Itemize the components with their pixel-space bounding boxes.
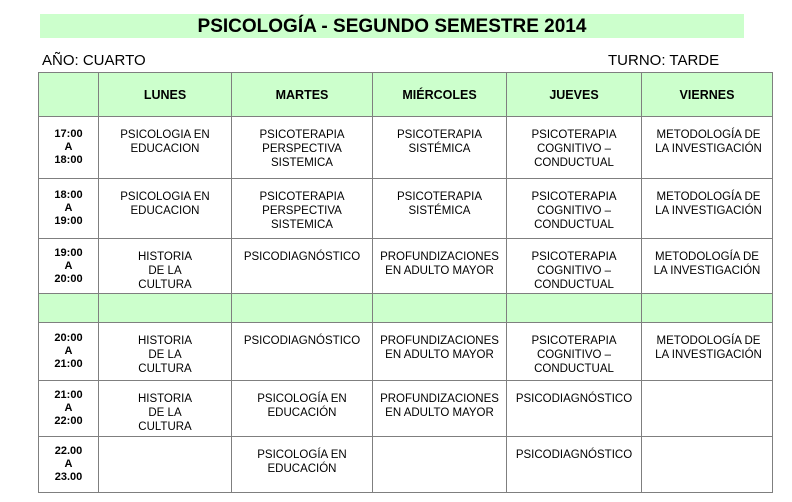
time-line: 18:00 — [54, 154, 83, 166]
class-label-line: COGNITIVO – — [536, 265, 612, 277]
day-header-martes: MARTES — [232, 73, 373, 117]
schedule-row — [39, 381, 773, 437]
break-cell — [507, 294, 642, 323]
class-label-line: HISTORIA — [137, 251, 193, 263]
schedule-row — [39, 323, 773, 381]
class-label-line: PSICOTERAPIA — [531, 191, 617, 203]
class-label-line: EDUCACION — [130, 205, 200, 217]
class-cell — [232, 239, 373, 294]
class-label-line: PSICOLOGÍA EN — [257, 393, 347, 405]
time-line: 19:00 — [54, 215, 83, 227]
class-label-line: SISTEMICA — [271, 157, 333, 169]
class-cell — [507, 381, 642, 437]
day-header-miercoles: MIÉRCOLES — [373, 73, 507, 117]
class-label-line: PERSPECTIVA — [262, 205, 342, 217]
class-cell — [232, 179, 373, 239]
class-cell — [507, 323, 642, 381]
class-cell — [373, 437, 507, 493]
break-cell — [232, 294, 373, 323]
header-row — [39, 73, 773, 117]
class-label-line: CONDUCTUAL — [534, 157, 614, 169]
break-cell — [373, 294, 507, 323]
day-header-jueves: JUEVES — [507, 73, 642, 117]
class-label-line: METODOLOGÍA DE — [655, 251, 759, 263]
class-cell — [99, 381, 232, 437]
schedule-row — [39, 117, 773, 179]
class-cell — [99, 437, 232, 493]
class-label-line: PSICODIAGNÓSTICO — [515, 393, 633, 405]
class-label-line: LA INVESTIGACIÓN — [655, 205, 762, 217]
class-label-line: LA INVESTIGACIÓN — [655, 349, 762, 361]
time-line: 17:00 — [54, 128, 83, 140]
year-label: AÑO: CUARTO — [42, 52, 146, 69]
time-line: A — [64, 259, 73, 272]
time-line: 21:00 — [54, 358, 83, 370]
class-cell — [642, 117, 773, 179]
class-label-line: CULTURA — [138, 363, 192, 375]
class-label-line: COGNITIVO – — [536, 349, 612, 361]
class-label-line: EDUCACIÓN — [267, 407, 337, 419]
time-line: 23.00 — [54, 471, 83, 483]
class-label-line: PSICOTERAPIA — [259, 191, 345, 203]
class-label-line: PSICODIAGNÓSTICO — [515, 449, 633, 461]
time-line: 18:00 — [54, 189, 83, 201]
class-label-line: SISTÉMICA — [408, 143, 471, 155]
class-label-line: CULTURA — [138, 421, 192, 433]
time-line: 21:00 — [54, 389, 83, 401]
class-cell — [642, 437, 773, 493]
class-label-line: DE LA — [148, 265, 182, 277]
class-label-line: PROFUNDIZACIONES — [380, 251, 499, 263]
time-slot — [39, 179, 99, 239]
class-label-line: HISTORIA — [137, 335, 193, 347]
class-label-line: SISTÉMICA — [408, 205, 471, 217]
time-line: A — [64, 202, 73, 214]
time-line: A — [64, 345, 73, 357]
class-label-line: EDUCACION — [130, 143, 200, 155]
class-label-line: PROFUNDIZACIONES — [380, 393, 499, 405]
time-slot — [39, 323, 99, 381]
class-label-line: EN ADULTO MAYOR — [385, 407, 494, 419]
class-cell — [373, 117, 507, 179]
class-label-line: PSICOTERAPIA — [531, 251, 617, 263]
class-label-line: CONDUCTUAL — [534, 219, 614, 231]
class-label-line: PSICOTERAPIA — [397, 129, 482, 141]
time-line: A — [64, 458, 73, 470]
class-cell — [507, 179, 642, 239]
class-cell — [642, 239, 773, 294]
time-slot — [39, 239, 99, 294]
class-label-line: CONDUCTUAL — [534, 363, 614, 375]
time-line: 20:00 — [54, 272, 83, 285]
class-cell — [99, 323, 232, 381]
time-line: 20:00 — [54, 332, 83, 344]
class-cell — [373, 239, 507, 294]
class-label-line: PSICOLOGIA EN — [120, 129, 210, 141]
break-cell — [99, 294, 232, 323]
class-cell — [99, 239, 232, 294]
class-label-line: METODOLOGÍA DE — [656, 129, 761, 141]
break-cell — [39, 294, 99, 323]
class-label-line: HISTORIA — [137, 393, 193, 405]
class-label-line: PSICOLOGÍA EN — [257, 449, 347, 461]
class-label-line: EDUCACIÓN — [267, 463, 337, 475]
schedule-row — [39, 437, 773, 493]
class-cell — [642, 179, 773, 239]
time-line: A — [64, 141, 73, 153]
break-cell — [642, 294, 773, 323]
class-cell — [99, 117, 232, 179]
time-slot — [39, 437, 99, 493]
page-title: PSICOLOGÍA - SEGUNDO SEMESTRE 2014 — [40, 14, 744, 38]
class-cell — [642, 323, 773, 381]
class-cell — [642, 381, 773, 437]
class-label-line: PSICOTERAPIA — [531, 129, 617, 141]
break-row — [39, 294, 773, 323]
day-header-viernes: VIERNES — [642, 73, 773, 117]
class-label-line: PROFUNDIZACIONES — [380, 335, 499, 347]
class-cell — [373, 381, 507, 437]
class-label-line: PSICOTERAPIA — [259, 129, 345, 141]
class-label-line: METODOLOGÍA DE — [656, 335, 761, 347]
class-label-line: PSICODIAGNÓSTICO — [243, 335, 361, 347]
time-line: A — [64, 402, 73, 414]
class-label-line: PSICODIAGNÓSTICO — [243, 251, 361, 263]
class-cell — [232, 117, 373, 179]
class-label-line: LA INVESTIGACIÓN — [655, 143, 762, 155]
class-label-line: PSICOLOGIA EN — [120, 191, 210, 203]
class-cell — [99, 179, 232, 239]
schedule-row — [39, 179, 773, 239]
class-cell — [232, 381, 373, 437]
class-label-line: PERSPECTIVA — [262, 143, 342, 155]
class-label-line: CONDUCTUAL — [534, 279, 614, 291]
class-label-line: DE LA — [148, 407, 182, 419]
day-header-lunes: LUNES — [99, 73, 232, 117]
schedule-table — [38, 72, 773, 493]
class-cell — [373, 179, 507, 239]
class-label-line: PSICOTERAPIA — [531, 335, 617, 347]
class-cell — [232, 437, 373, 493]
class-label-line: EN ADULTO MAYOR — [385, 265, 494, 277]
class-cell — [507, 437, 642, 493]
shift-label: TURNO: TARDE — [608, 52, 720, 69]
class-label-line: DE LA — [148, 349, 182, 361]
corner-cell — [39, 73, 99, 117]
time-line: 19:00 — [54, 246, 83, 259]
class-label-line: LA INVESTIGACIÓN — [653, 265, 761, 277]
class-cell — [373, 323, 507, 381]
class-label-line: EN ADULTO MAYOR — [385, 349, 494, 361]
class-label-line: COGNITIVO – — [536, 143, 612, 155]
class-label-line: METODOLOGÍA DE — [656, 191, 761, 203]
time-slot — [39, 381, 99, 437]
class-label-line: COGNITIVO – — [536, 205, 612, 217]
class-cell — [507, 239, 642, 294]
class-cell — [507, 117, 642, 179]
time-line: 22:00 — [54, 415, 83, 427]
class-label-line: CULTURA — [138, 279, 192, 291]
time-slot — [39, 117, 99, 179]
schedule-row — [39, 239, 773, 294]
class-label-line: PSICOTERAPIA — [397, 191, 482, 203]
class-label-line: SISTEMICA — [271, 219, 333, 231]
time-line: 22.00 — [54, 445, 83, 457]
class-cell — [232, 323, 373, 381]
